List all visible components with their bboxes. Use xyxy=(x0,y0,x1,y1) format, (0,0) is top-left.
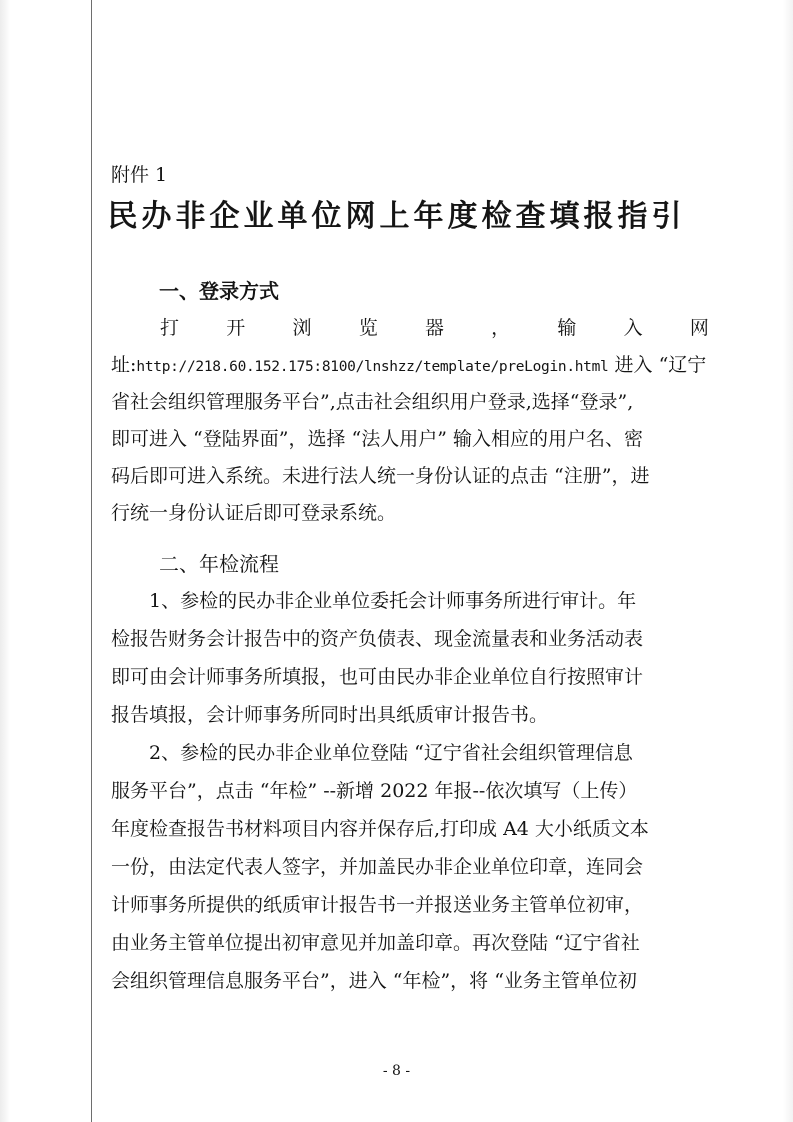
process-p1-line-1: 1、参检的民办非企业单位委托会计师事务所进行审计。年 xyxy=(111,590,637,612)
word: 入 xyxy=(623,317,643,339)
word: 输 xyxy=(557,317,577,339)
login-line-3: 省社会组织管理服务平台”,点击社会组织用户登录,选择“登录”, xyxy=(111,391,634,413)
page-number: - 8 - xyxy=(382,1063,411,1079)
word: 网 xyxy=(689,317,709,339)
word: 浏 xyxy=(292,317,312,339)
word: 打 xyxy=(160,317,180,339)
process-p2-line-4: 一份，由法定代表人签字，并加盖民办非企业单位印章，连同会 xyxy=(111,856,644,878)
process-p1-line-4: 报告填报，会计师事务所同时出具纸质审计报告书。 xyxy=(111,704,549,726)
binding-line xyxy=(91,0,92,1122)
login-url: http://218.60.152.175:8100/lnshzz/template/preLogin.html xyxy=(136,359,609,375)
process-p2-line-3: 年度检查报告书材料项目内容并保存后,打印成 A4 大小纸质文本 xyxy=(111,818,649,840)
process-p2-line-6: 由业务主管单位提出初审意见并加盖印章。再次登陆 “辽宁省社 xyxy=(111,932,640,954)
word: 器 xyxy=(424,317,444,339)
login-line-6: 行统一身份认证后即可登录系统。 xyxy=(111,502,397,524)
process-p1-line-2: 检报告财务会计报告中的资产负债表、现金流量表和业务活动表 xyxy=(111,628,644,650)
login-line-5: 码后即可进入系统。未进行法人统一身份认证的点击 “注册”，进 xyxy=(111,465,650,487)
document-title: 民办非企业单位网上年度检查填报指引 xyxy=(107,199,686,234)
process-p2-line-7: 会组织管理信息服务平台”，进入 “年检”，将 “业务主管单位初 xyxy=(111,970,637,992)
login-line-4: 即可进入 “登陆界面”，选择 “法人用户” 输入相应的用户名、密 xyxy=(111,428,643,450)
process-p2-line-2: 服务平台”，点击 “年检” --新增 2022 年报--依次填写（上传） xyxy=(111,780,638,802)
url-suffix: 进入 “辽宁 xyxy=(608,354,707,376)
word: 览 xyxy=(358,317,378,339)
section-heading-login: 一、登录方式 xyxy=(159,279,279,303)
word: 开 xyxy=(226,317,246,339)
login-line-2 xyxy=(111,352,709,380)
process-p1-line-3: 即可由会计师事务所填报，也可由民办非企业单位自行按照审计 xyxy=(111,666,644,688)
process-p2-line-5: 计师事务所提供的纸质审计报告书一并报送业务主管单位初审， xyxy=(111,894,644,916)
word: ， xyxy=(491,317,511,339)
address-label: 址: xyxy=(111,354,137,376)
annex-label: 附件 1 xyxy=(111,164,168,186)
process-p2-line-1: 2、参检的民办非企业单位登陆 “辽宁省社会组织管理信息 xyxy=(111,742,633,764)
login-line-1 xyxy=(160,315,709,341)
section-heading-process: 二、年检流程 xyxy=(159,552,279,576)
